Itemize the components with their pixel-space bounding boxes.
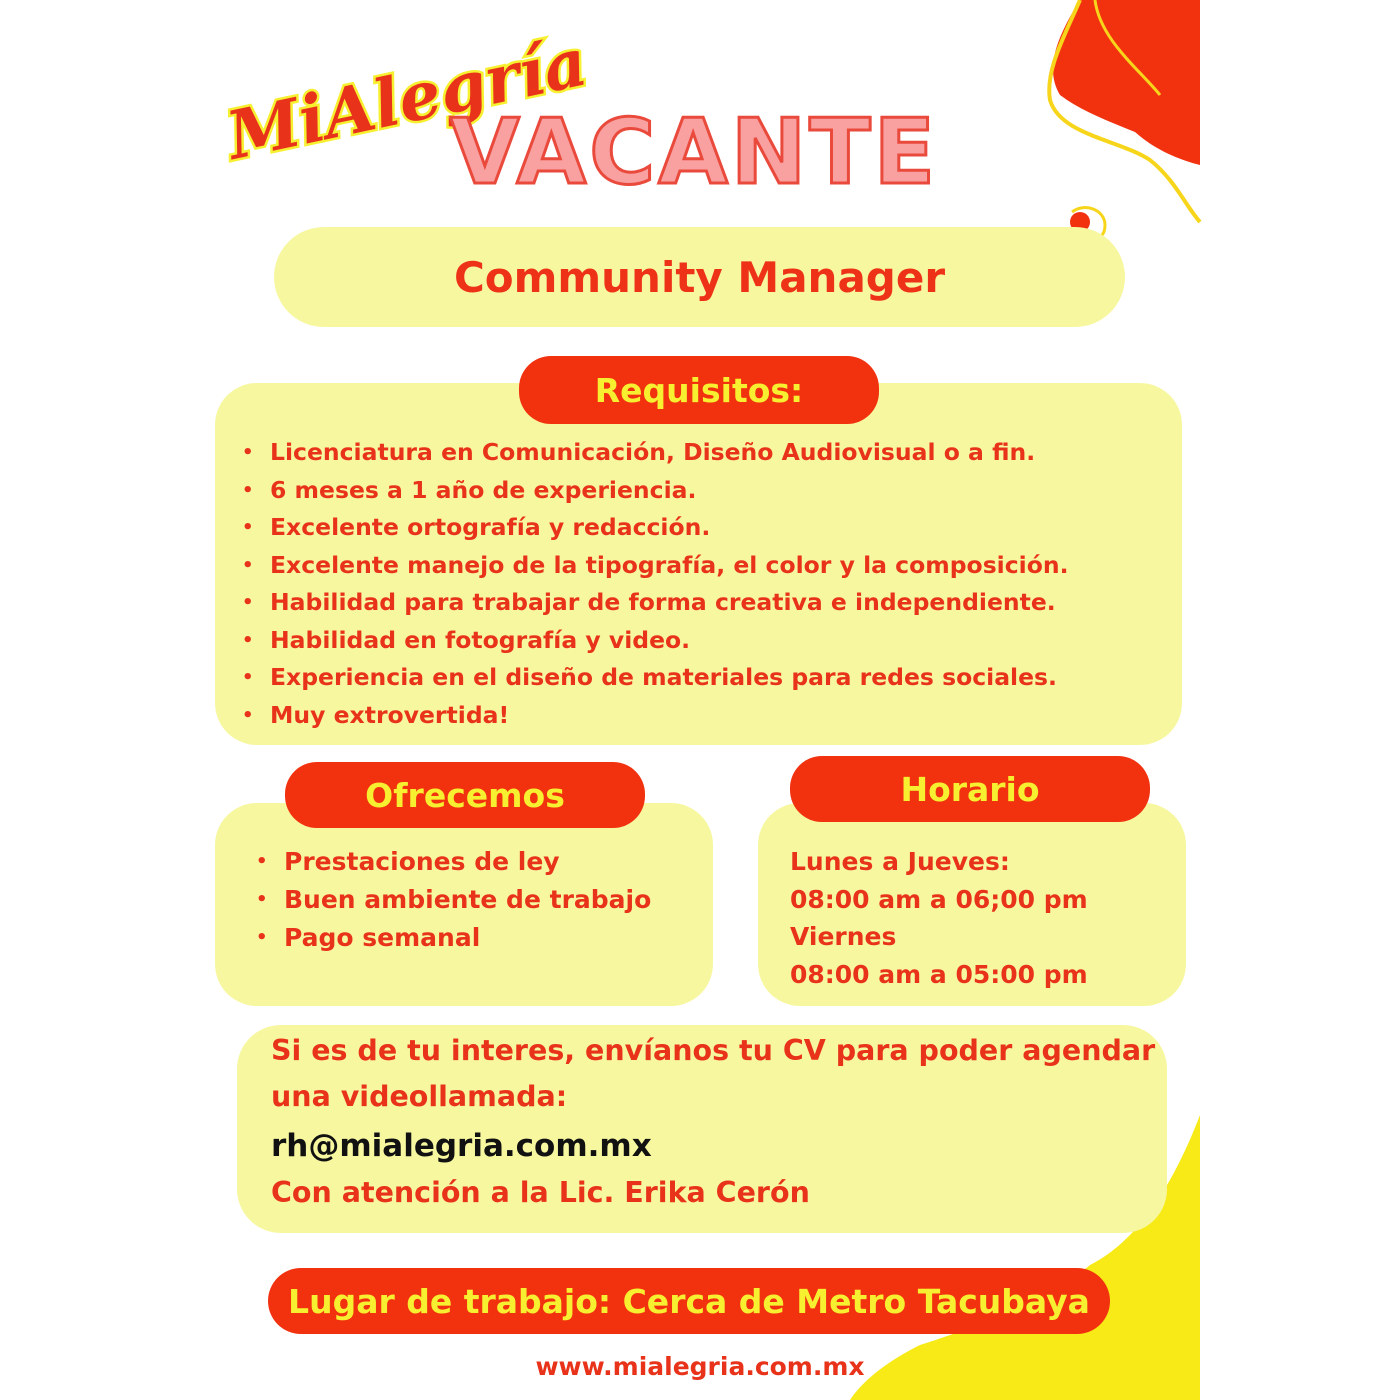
horario-heading: Horario [790,756,1150,822]
red-blob-shape [1053,0,1200,165]
contact-email[interactable]: rh@mialegria.com.mx [271,1128,652,1164]
contact-block [271,1028,1171,1216]
work-location-banner: Lugar de trabajo: Cerca de Metro Tacubaya [268,1268,1110,1334]
horario-line: Viernes [790,922,897,951]
requisitos-heading: Requisitos: [519,356,879,424]
list-item: • Excelente manejo de la tipografía, el color y la composición. [240,547,1069,585]
ofrecemos-list [254,843,651,957]
contact-message: Si es de tu interes, envíanos tu CV para poder agendar una videollamada: [271,1034,1156,1113]
page-title: VACANTE [450,100,939,205]
horario-line: 08:00 am a 06;00 pm [790,884,1088,914]
contact-attention: Con atención a la Lic. Erika Cerón [271,1176,810,1209]
horario-line: 08:00 am a 05:00 pm [790,959,1088,989]
requisitos-list [240,434,1069,734]
list-item: • Pago semanal [254,919,651,957]
list-item: • Excelente ortografía y redacción. [240,509,1069,547]
list-item: • Buen ambiente de trabajo [254,881,651,919]
horario-lines [790,843,1088,993]
logo-text: MiAlegría [220,22,594,175]
list-item: • Habilidad para trabajar de forma creativa e independiente. [240,584,1069,622]
list-item: • Licenciatura en Comunicación, Diseño Audiovisual o a fin. [240,434,1069,472]
website-link[interactable]: www.mialegria.com.mx [535,1352,865,1381]
job-title: Community Manager [274,227,1125,327]
list-item: • Habilidad en fotografía y video. [240,622,1069,660]
list-item: • Prestaciones de ley [254,843,651,881]
list-item: • Muy extrovertida! [240,697,1069,735]
list-item: • 6 meses a 1 año de experiencia. [240,472,1069,510]
ofrecemos-heading: Ofrecemos [285,762,645,828]
list-item: • Experiencia en el diseño de materiales para redes sociales. [240,659,1069,697]
horario-line: Lunes a Jueves: [790,847,1010,876]
